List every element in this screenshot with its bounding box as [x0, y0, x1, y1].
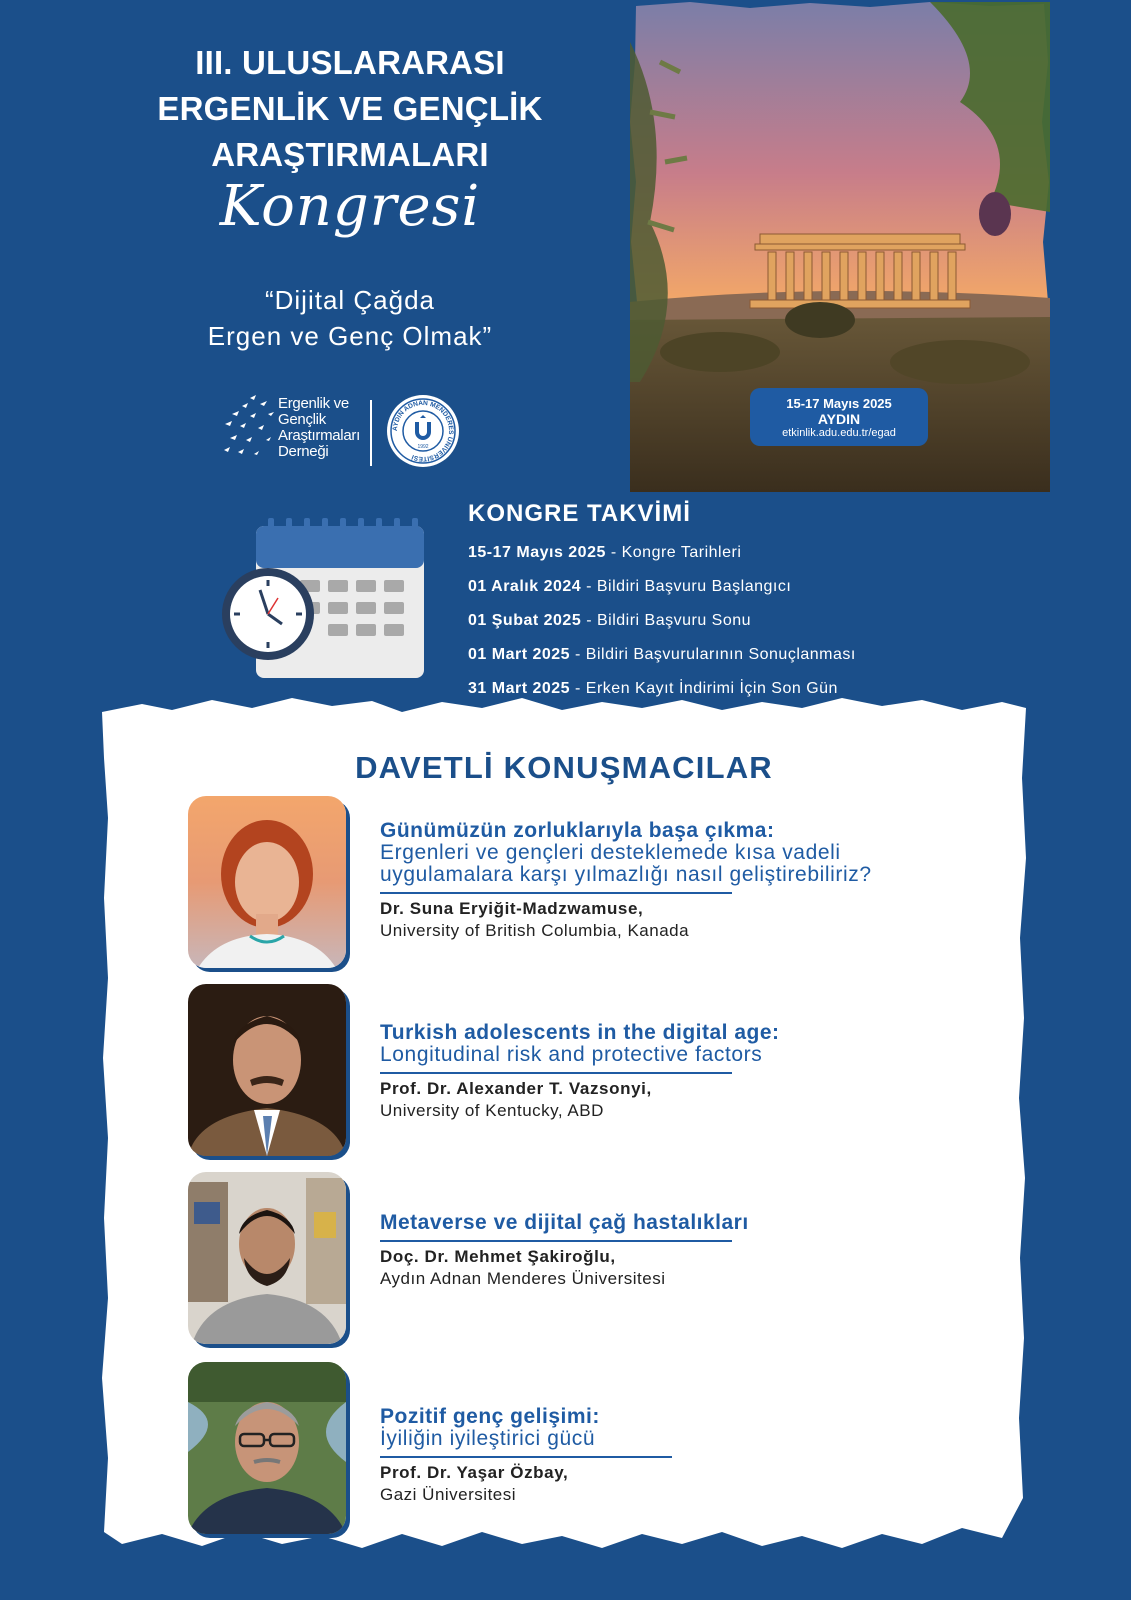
university-seal-icon: [386, 394, 460, 468]
talk-subtitle: uygulamalara karşı yılmazlığı nasıl geliştirebiliriz?: [380, 863, 872, 886]
title-line-3: ARAŞTIRMALARI: [211, 136, 489, 173]
speaker-affiliation: Gazi Üniversitesi: [380, 1484, 517, 1504]
logo-divider: [370, 400, 372, 466]
speaker-card: [380, 1022, 1000, 1121]
speaker-4-photo: [188, 1362, 346, 1534]
speaker-portrait: [188, 1172, 346, 1344]
speakers-section-title: DAVETLİ KONUŞMACILAR: [355, 750, 773, 785]
speaker-name: Doç. Dr. Mehmet Şakiroğlu,: [380, 1246, 616, 1266]
speaker-affiliation: Aydın Adnan Menderes Üniversitesi: [380, 1268, 666, 1288]
schedule-item: 01 Mart 2025 - Bildiri Başvurularının Sonuçlanması: [468, 646, 856, 663]
speaker-portrait: [188, 1362, 346, 1534]
theme-line-2: Ergen ve Genç Olmak”: [207, 321, 493, 351]
schedule-title: KONGRE TAKVİMİ: [468, 500, 691, 527]
university-ring-text: AYDIN ADNAN MENDERES ÜNİVERSİTESİ: [391, 399, 455, 463]
speaker-card: [380, 1406, 1000, 1505]
date-badge: [750, 388, 928, 446]
congress-title: [100, 40, 600, 178]
talk-subtitle: Longitudinal risk and protective factors: [380, 1043, 763, 1066]
speaker-1-photo: [188, 796, 346, 968]
logo-strip: [220, 392, 480, 474]
university-year: 1992: [417, 444, 429, 450]
underline-rule: [380, 1072, 732, 1074]
speaker-2-photo: [188, 984, 346, 1156]
talk-title: Metaverse ve dijital çağ hastalıkları: [380, 1211, 749, 1234]
badge-dates: 15-17 Mayıs 2025: [786, 396, 892, 411]
title-line-1: III. ULUSLARARASI: [195, 44, 505, 81]
speaker-affiliation: University of British Columbia, Kanada: [380, 920, 690, 940]
calendar-clock-icon: [222, 518, 452, 688]
schedule-item: 01 Aralık 2024 - Bildiri Başvuru Başlangıcı: [468, 578, 792, 595]
birds-logo-icon: [220, 394, 282, 464]
talk-title: Günümüzün zorluklarıyla başa çıkma:: [380, 819, 775, 842]
badge-url: etkinlik.adu.edu.tr/egad: [782, 427, 896, 439]
schedule-item: 31 Mart 2025 - Erken Kayıt İndirimi İçin Son Gün: [468, 680, 838, 697]
underline-rule: [380, 1240, 732, 1242]
talk-title: Turkish adolescents in the digital age:: [380, 1021, 780, 1044]
talk-title: Pozitif genç gelişimi:: [380, 1405, 600, 1428]
speaker-name: Prof. Dr. Yaşar Özbay,: [380, 1462, 569, 1482]
schedule-item: 01 Şubat 2025 - Bildiri Başvuru Sonu: [468, 612, 752, 629]
speaker-card: [380, 820, 1000, 941]
speaker-name: Prof. Dr. Alexander T. Vazsonyi,: [380, 1078, 652, 1098]
speaker-affiliation: University of Kentucky, ABD: [380, 1100, 604, 1120]
congress-theme: [120, 282, 580, 354]
underline-rule: [380, 892, 732, 894]
title-line-2: ERGENLİK VE GENÇLİK: [157, 90, 543, 127]
speaker-portrait: [188, 984, 346, 1156]
talk-subtitle: İyiliğin iyileştirici gücü: [380, 1427, 596, 1450]
underline-rule: [380, 1456, 672, 1458]
speaker-card: [380, 1212, 1000, 1289]
badge-city: AYDIN: [817, 411, 861, 427]
association-name: Ergenlik ve Gençlik Araştırmaları Derneği: [278, 395, 360, 460]
theme-line-1: “Dijital Çağda: [264, 285, 436, 315]
congress-script-word: Kongresi: [219, 174, 481, 239]
speaker-name: Dr. Suna Eryiğit-Madzwamuse,: [380, 898, 644, 918]
talk-subtitle: Ergenleri ve gençleri desteklemede kısa vadeli: [380, 841, 841, 864]
speaker-3-photo: [188, 1172, 346, 1344]
schedule-list: [468, 536, 856, 706]
schedule-item: 15-17 Mayıs 2025 - Kongre Tarihleri: [468, 544, 742, 561]
speaker-portrait: [188, 796, 346, 968]
